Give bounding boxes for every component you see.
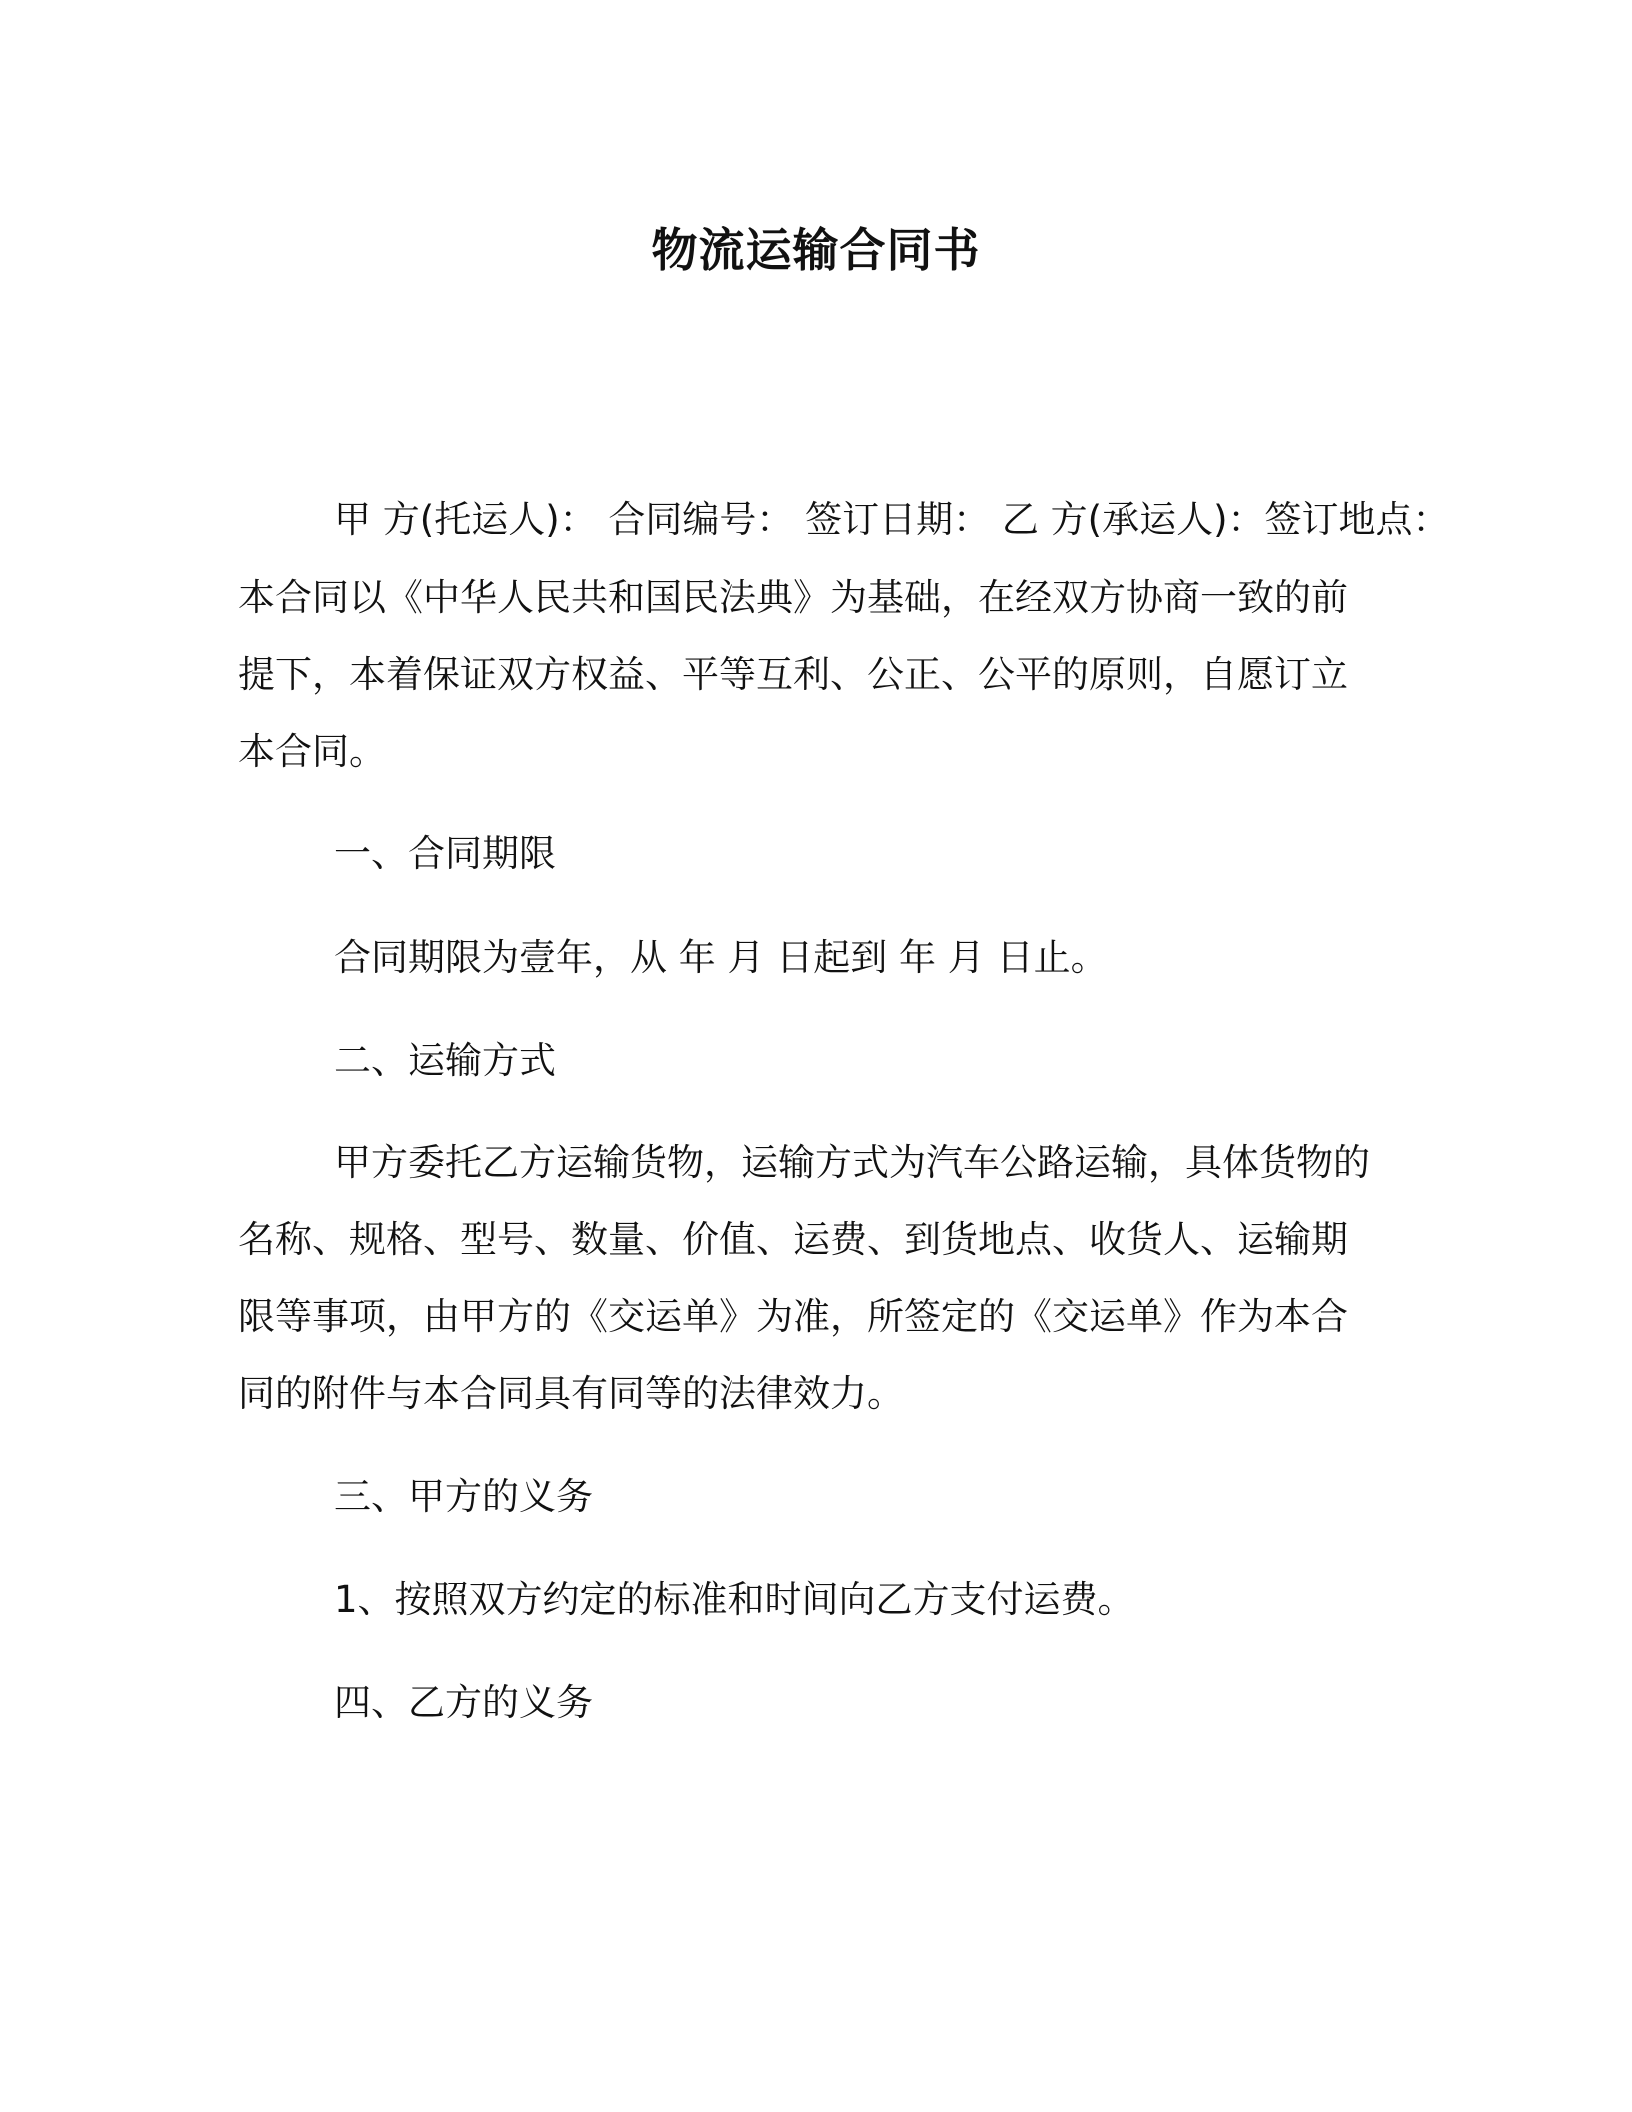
section-heading-term: 一、合同期限 — [334, 832, 556, 875]
section-heading-transport: 二、运输方式 — [334, 1039, 556, 1082]
transport-paragraph-line-1: 甲方委托乙方运输货物，运输方式为汽车公路运输，具体货物的 — [334, 1141, 1370, 1184]
preamble-line-1: 本合同以《中华人民共和国民法典》为基础，在经双方协商一致的前 — [238, 576, 1348, 619]
preamble-line-3: 本合同。 — [238, 730, 386, 773]
preamble-line-2: 提下，本着保证双方权益、平等互利、公正、公平的原则，自愿订立 — [238, 653, 1348, 696]
transport-paragraph-line-4: 同的附件与本合同具有同等的法律效力。 — [238, 1372, 904, 1415]
transport-paragraph-line-2: 名称、规格、型号、数量、价值、运费、到货地点、收货人、运输期 — [238, 1218, 1348, 1261]
term-paragraph: 合同期限为壹年，从 年 月 日起到 年 月 日止。 — [334, 936, 1108, 979]
transport-paragraph-line-3: 限等事项，由甲方的《交运单》为准，所签定的《交运单》作为本合 — [238, 1295, 1348, 1338]
section-heading-party-a: 三、甲方的义务 — [334, 1475, 593, 1518]
document-title: 物流运输合同书 — [651, 223, 981, 277]
party-info-line: 甲 方(托运人)： 合同编号： 签订日期： 乙 方(承运人)：签订地点： — [334, 498, 1450, 541]
party-a-obligation-1: 1、按照双方约定的标准和时间向乙方支付运费。 — [334, 1578, 1135, 1621]
section-heading-party-b: 四、乙方的义务 — [334, 1681, 593, 1724]
